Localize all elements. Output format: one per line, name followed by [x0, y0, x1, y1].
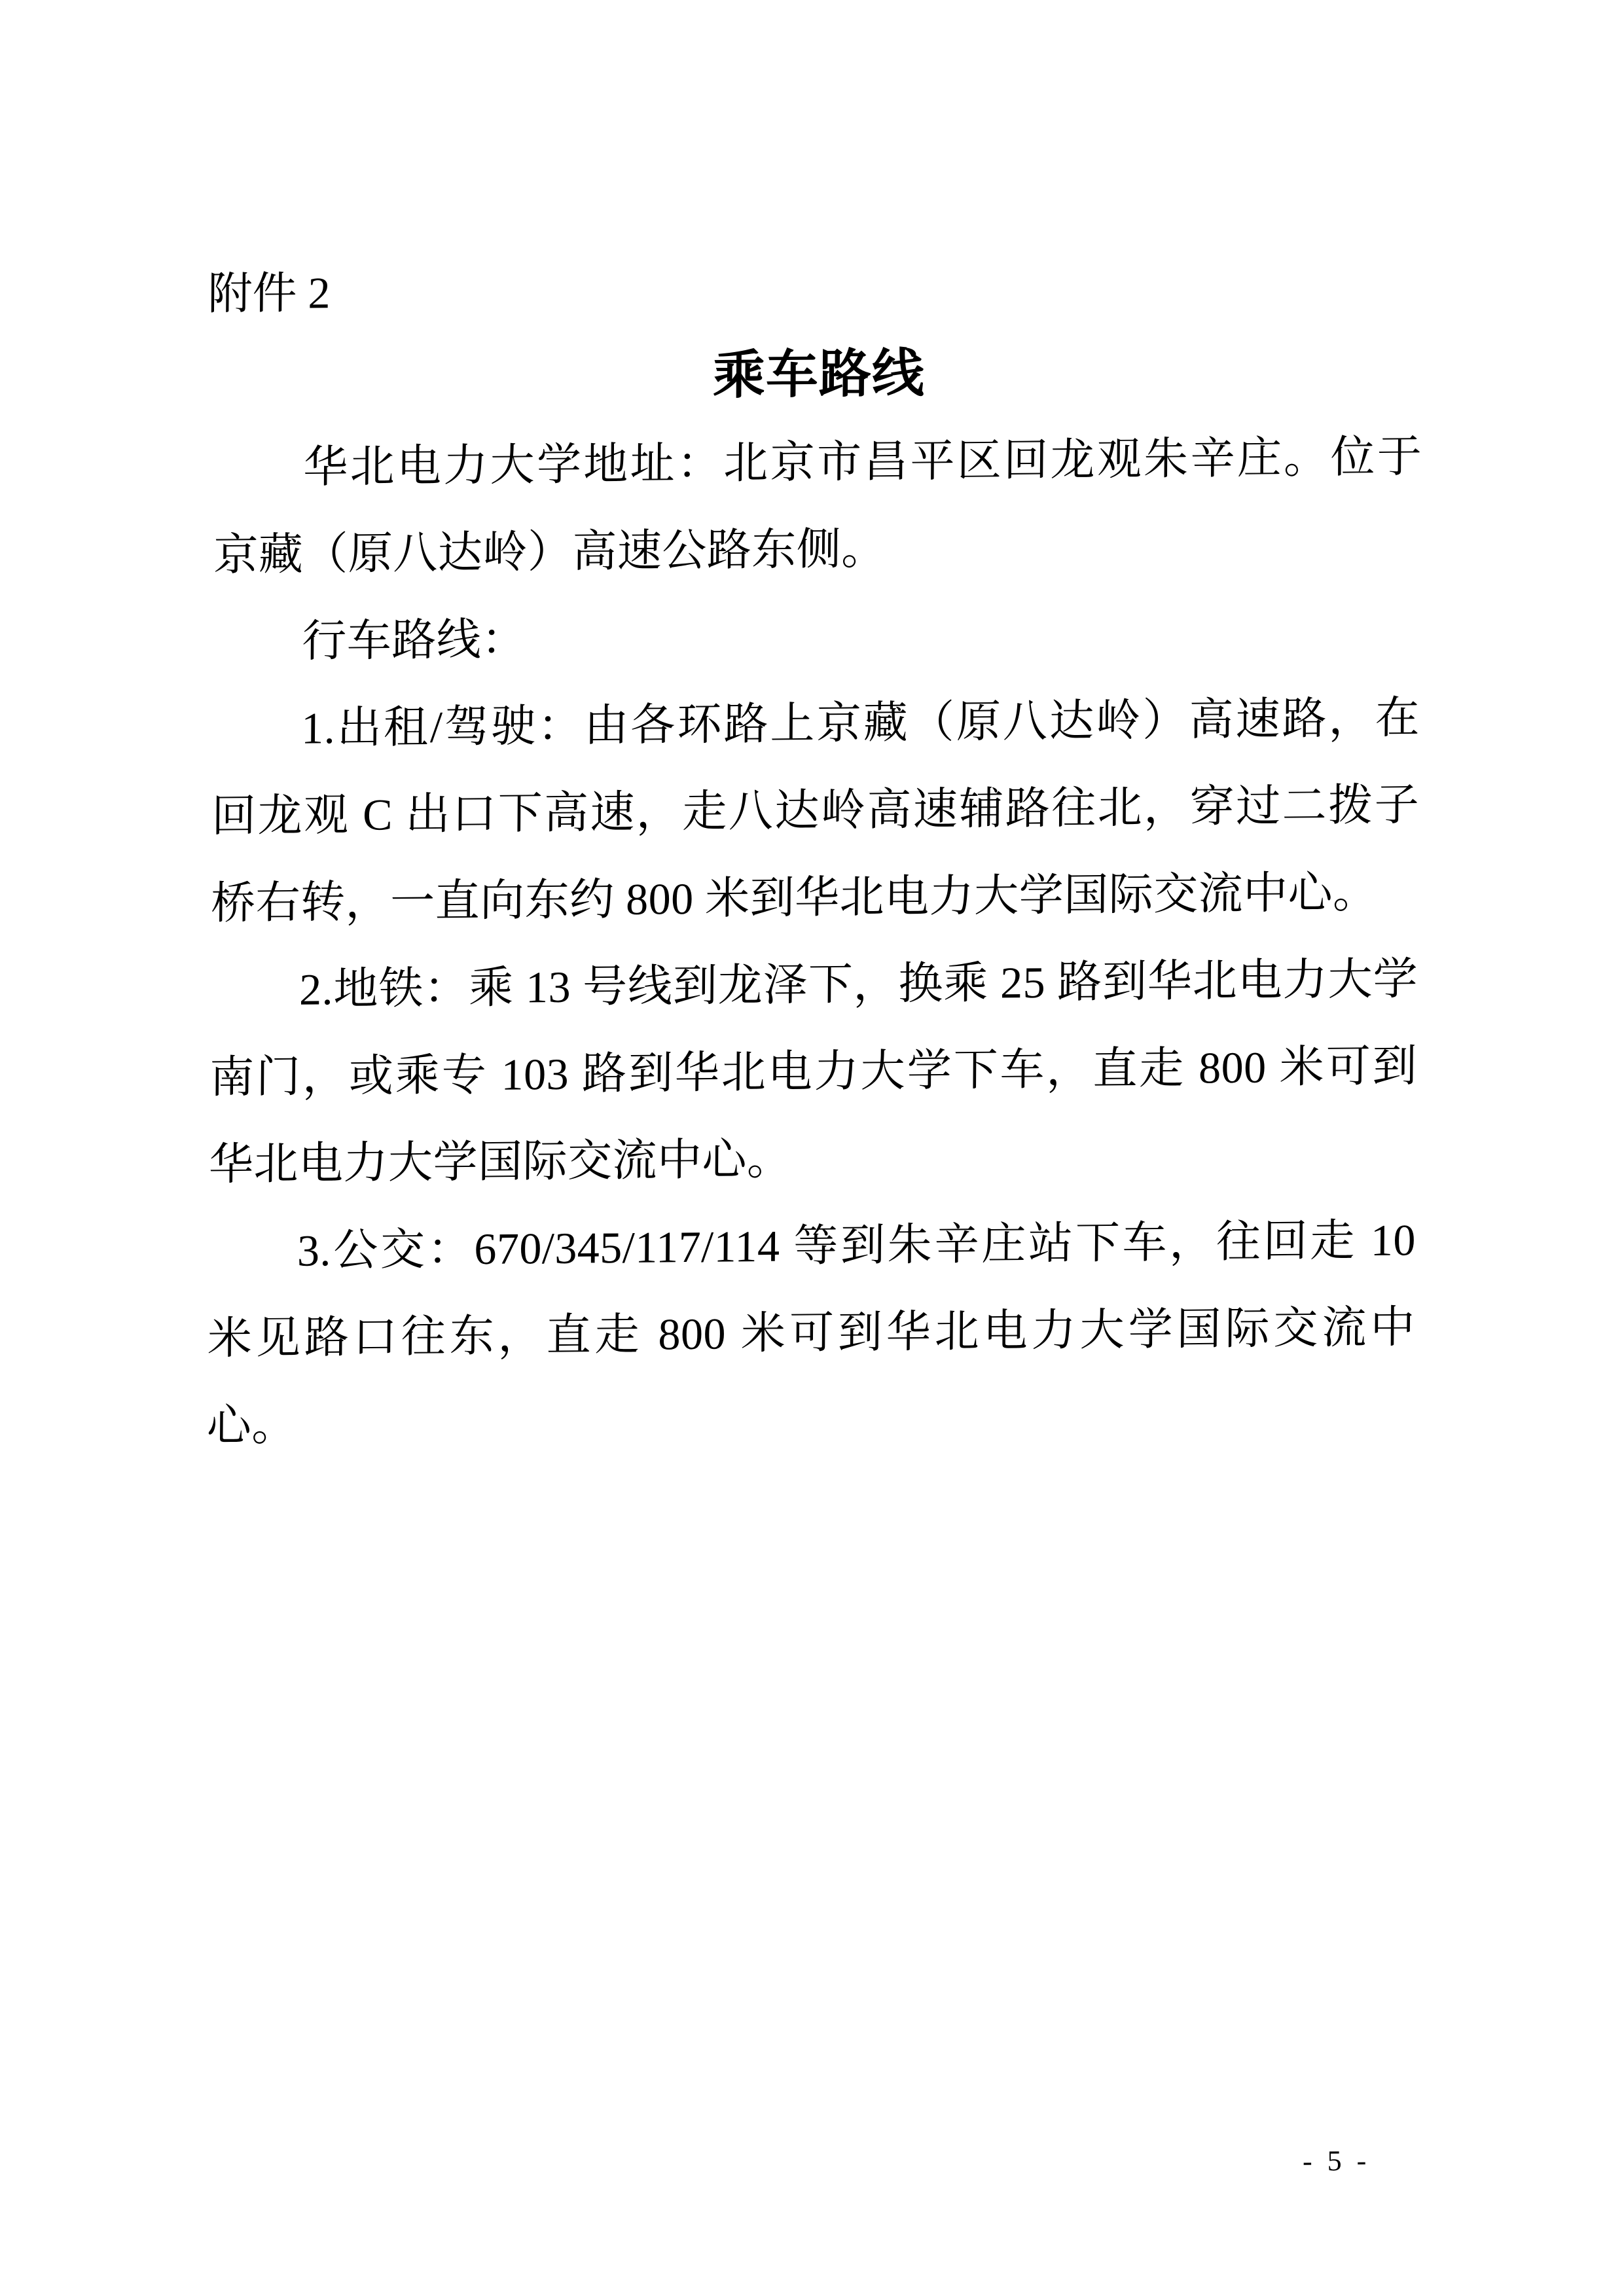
document-content [206, 239, 1424, 1469]
paragraph-bus: 3.公交：670/345/117/114 等到朱辛庄站下车，往回走 10 米见路口往东，直走 800 米可到华北电力大学国际交流中心。 [206, 1215, 1416, 1451]
page-number: - 5 - [1302, 2144, 1371, 2178]
paragraph-subway: 2.地铁：乘 13 号线到龙泽下，换乘 25 路到华北电力大学南门，或乘专 103 路到华北电力大学下车，直走 800 米可到华北电力大学国际交流中心。 [208, 954, 1418, 1190]
document-title: 乘车路线 [712, 345, 926, 405]
paragraph-taxi-driving: 1.出租/驾驶：由各环路上京藏（原八达岭）高速路，在回龙观 C 出口下高速，走八达岭高速辅路往北，穿过二拨子桥右转，一直向东约 800 米到华北电力大学国际交流中心。 [210, 692, 1420, 928]
paragraph-route-heading: 行车路线： [302, 614, 527, 666]
attachment-label: 附件 2 [208, 268, 331, 319]
paragraph-address: 华北电力大学地址：北京市昌平区回龙观朱辛庄。位于京藏（原八达岭）高速公路东侧。 [213, 431, 1422, 580]
